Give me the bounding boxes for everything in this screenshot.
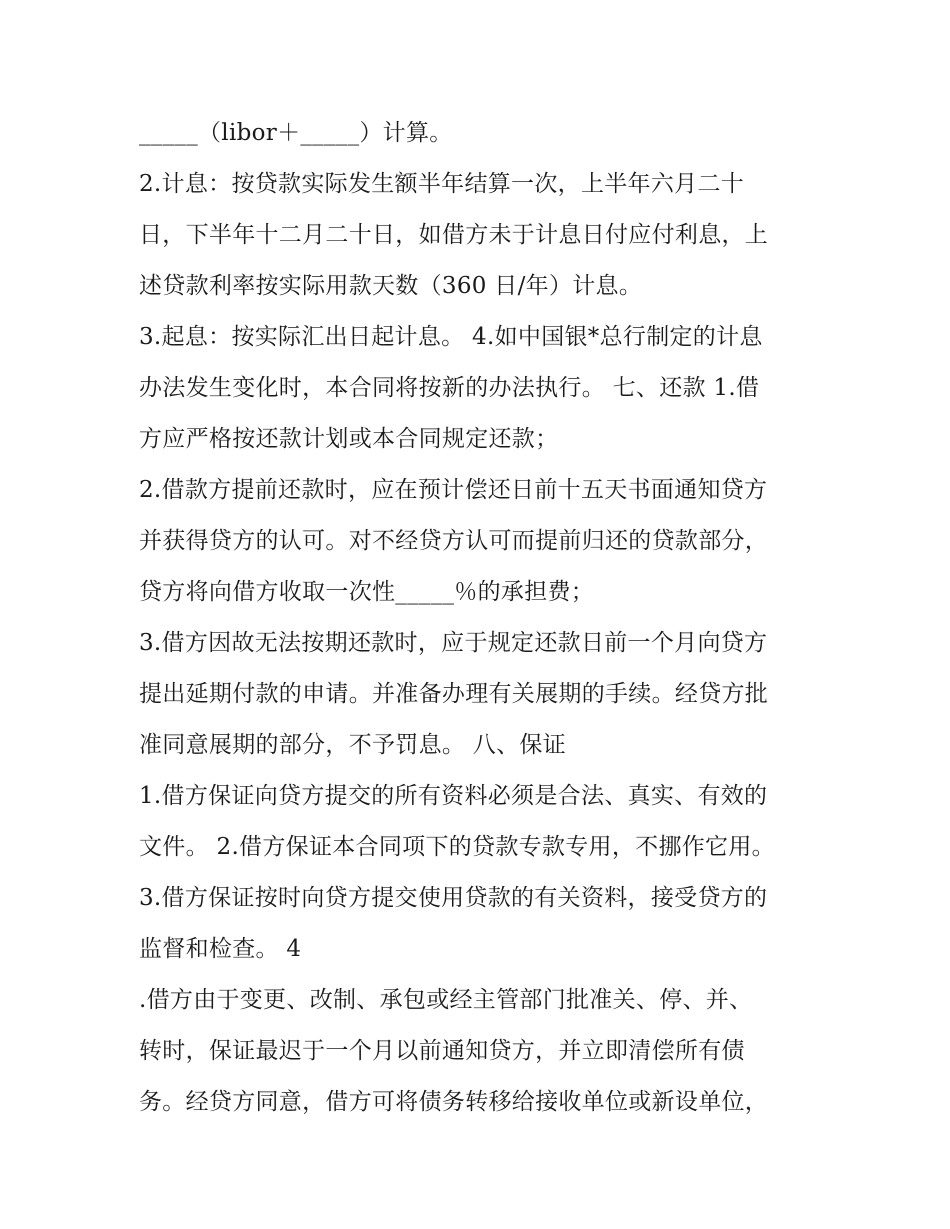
text-line: 监督和检查。 4: [139, 936, 302, 962]
text-line: 日，下半年十二月二十日，如借方未于计息日付应付利息，上: [139, 222, 769, 248]
text-line: 转时，保证最迟于一个月以前通知贷方，并立即清偿所有债: [139, 1038, 745, 1064]
text-line: 提出延期付款的申请。并准备办理有关展期的手续。经贷方批: [139, 681, 769, 707]
text-line: 贷方将向借方收取一次性_____％的承担费；: [139, 579, 595, 605]
text-line: 务。经贷方同意，借方可将债务转移给接收单位或新设单位，: [139, 1089, 769, 1115]
text-line: 2.计息：按贷款实际发生额半年结算一次，上半年六月二十: [139, 171, 745, 197]
text-line: 准同意展期的部分，不予罚息。 八、保证: [139, 732, 567, 758]
text-line: 1.借方保证向贷方提交的所有资料必须是合法、真实、有效的: [139, 783, 768, 809]
text-line: 3.借方因故无法按期还款时，应于规定还款日前一个月向贷方: [139, 630, 768, 656]
text-line: 办法发生变化时，本合同将按新的办法执行。 七、还款 1.借: [139, 375, 760, 401]
document-body: [139, 108, 829, 1128]
text-line: 3.起息：按实际汇出日起计息。 4.如中国银*总行制定的计息: [139, 324, 763, 350]
text-line: 方应严格按还款计划或本合同规定还款；: [139, 426, 559, 452]
text-line: 3.借方保证按时向贷方提交使用贷款的有关资料，接受贷方的: [139, 885, 768, 911]
text-line: 述贷款利率按实际用款天数（360 日/年）计息。: [139, 273, 643, 299]
text-line: 文件。 2.借方保证本合同项下的贷款专款专用，不挪作它用。: [139, 834, 775, 860]
text-line: 2.借款方提前还款时，应在预计偿还日前十五天书面通知贷方: [139, 477, 768, 503]
text-line: .借方由于变更、改制、承包或经主管部门批准关、停、并、: [139, 987, 753, 1013]
text-line: _____（libor＋_____）计算。: [139, 120, 453, 146]
text-line: 并获得贷方的认可。对不经贷方认可而提前归还的贷款部分，: [139, 528, 769, 554]
